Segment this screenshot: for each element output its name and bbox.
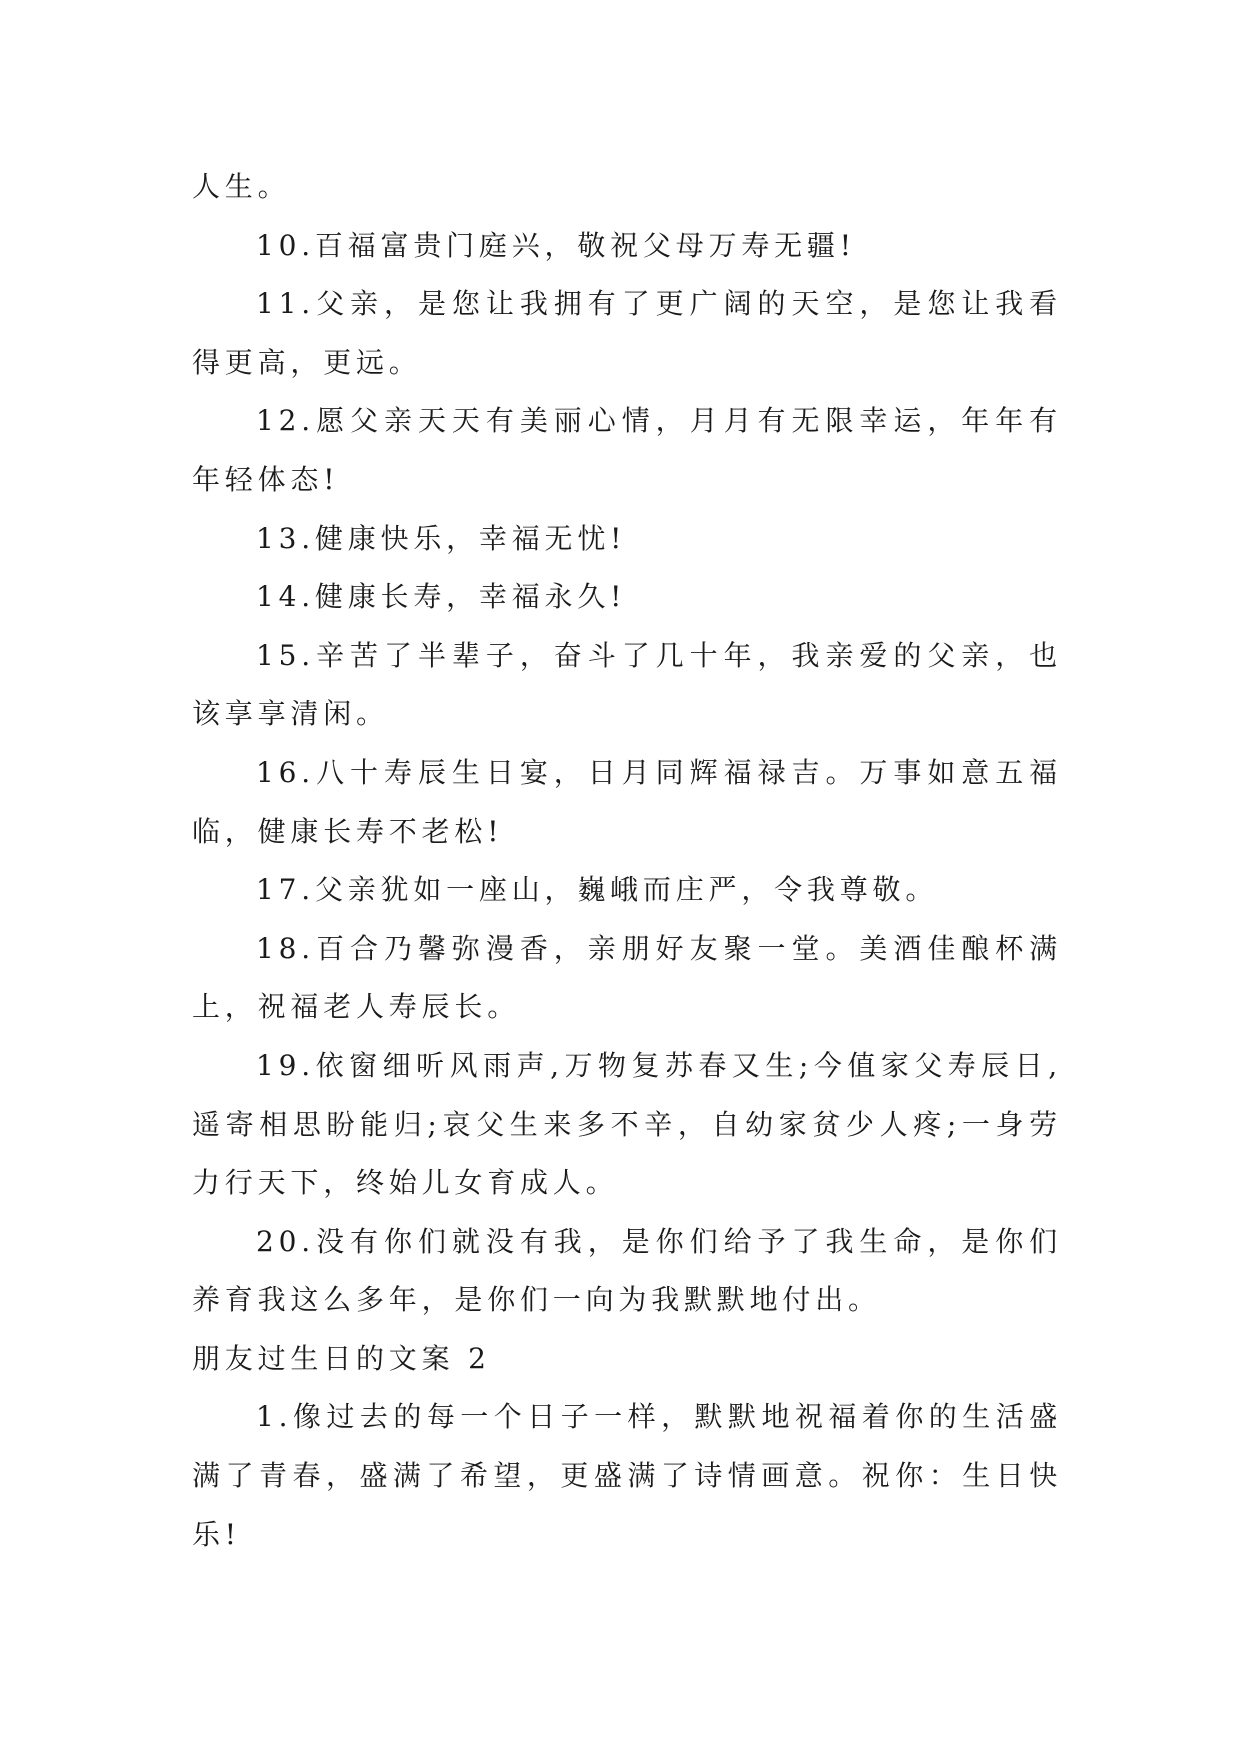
paragraph-item-19: 19.依窗细听风雨声,万物复苏春又生;今值家父寿辰日,遥寄相思盼能归;哀父生来多不辛，自幼家贫少人疼;一身劳力行天下，终始儿女育成人。 bbox=[192, 1048, 1062, 1200]
paragraph-item-15: 15.辛苦了半辈子，奋斗了几十年，我亲爱的父亲，也该享享清闲。 bbox=[192, 638, 1062, 731]
paragraph-item-16: 16.八十寿辰生日宴，日月同辉福禄吉。万事如意五福临，健康长寿不老松! bbox=[192, 755, 1062, 848]
paragraph-item-20: 20.没有你们就没有我，是你们给予了我生命，是你们养育我这么多年，是你们一向为我默默地付出。 bbox=[192, 1224, 1062, 1317]
paragraph-continuation: 人生。 bbox=[192, 170, 291, 203]
paragraph-item-14: 14.健康长寿，幸福永久! bbox=[256, 580, 627, 614]
paragraph-item-12: 12.愿父亲天天有美丽心情，月月有无限幸运，年年有年轻体态! bbox=[192, 404, 1062, 496]
paragraph-item-10: 10.百福富贵门庭兴，敬祝父母万寿无疆! bbox=[256, 228, 856, 262]
paragraph-item-1: 1.像过去的每一个日子一样，默默地祝福着你的生活盛满了青春，盛满了希望，更盛满了诗情画意。祝你：生日快乐! bbox=[192, 1400, 1062, 1551]
paragraph-item-17: 17.父亲犹如一座山，巍峨而庄严，令我尊敬。 bbox=[256, 873, 939, 907]
document-body bbox=[192, 158, 1062, 1564]
paragraph-item-11: 11.父亲，是您让我拥有了更广阔的天空，是您让我看得更高，更远。 bbox=[192, 287, 1062, 379]
paragraph-item-13: 13.健康快乐，幸福无忧! bbox=[256, 521, 627, 555]
paragraph-item-18: 18.百合乃馨弥漫香，亲朋好友聚一堂。美酒佳酿杯满上，祝福老人寿辰长。 bbox=[192, 931, 1062, 1024]
section-heading: 朋友过生日的文案 2 bbox=[192, 1341, 491, 1375]
